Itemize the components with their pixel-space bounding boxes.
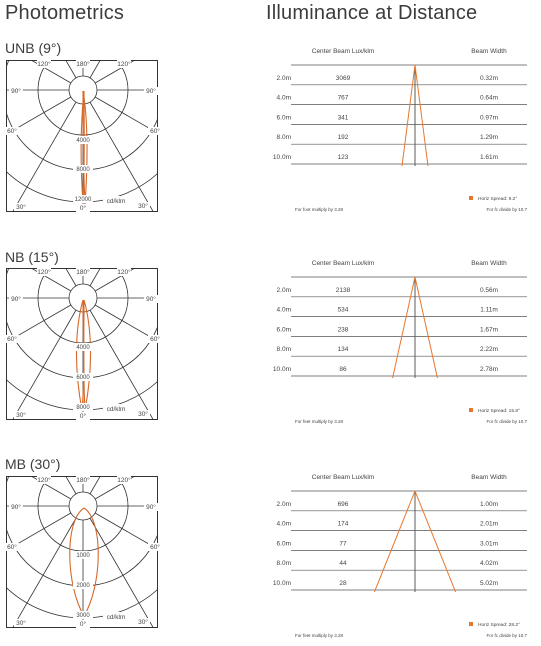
header-beam-width: Beam Width bbox=[471, 48, 507, 55]
distance-label: 6.0m bbox=[276, 114, 291, 122]
polar-ring-1 bbox=[69, 492, 97, 520]
beam-width-value: 0.97m bbox=[479, 114, 499, 122]
polar-svg bbox=[6, 476, 159, 628]
polar-spoke-4 bbox=[0, 513, 71, 636]
ring-label-2: 6000 bbox=[76, 375, 90, 381]
header-lux: Center Beam Lux/klm bbox=[311, 260, 375, 267]
label-90-left: 90° bbox=[11, 296, 21, 303]
illuminance-table-mb bbox=[265, 466, 541, 646]
polar-svg bbox=[6, 60, 159, 212]
lux-value: 238 bbox=[337, 326, 349, 334]
beam-width-value: 1.29m bbox=[479, 134, 499, 142]
beam-width-value: 0.64m bbox=[479, 94, 499, 102]
legend-swatch bbox=[469, 196, 473, 200]
lux-value: 123 bbox=[337, 154, 349, 161]
label-120-right: 120° bbox=[117, 61, 131, 68]
lux-value: 696 bbox=[337, 500, 349, 508]
note-feet: For feet multiply by 3.28 bbox=[295, 419, 344, 424]
polar-spoke-4 bbox=[0, 97, 71, 220]
legend-swatch bbox=[469, 622, 473, 626]
header-beam-width: Beam Width bbox=[471, 260, 507, 267]
note-fc: For fc divide by 10.7 bbox=[486, 207, 527, 212]
unb-title: UNB (9°) bbox=[5, 40, 62, 56]
distance-label: 8.0m bbox=[276, 560, 291, 568]
distance-label: 4.0m bbox=[276, 94, 291, 102]
distance-label: 4.0m bbox=[276, 520, 291, 528]
label-90-right: 90° bbox=[146, 296, 156, 303]
beam-width-value: 2.22m bbox=[479, 346, 499, 354]
illuminance-heading: Illuminance at Distance bbox=[266, 2, 478, 24]
unit-label: cd/klm bbox=[106, 614, 126, 621]
beam-width-value: 1.67m bbox=[479, 326, 499, 334]
distance-label: 4.0m bbox=[276, 306, 291, 314]
label-30-left: 30° bbox=[16, 412, 26, 419]
label-90-right: 90° bbox=[146, 88, 156, 95]
lux-value: 192 bbox=[337, 134, 349, 142]
beam-edge-left bbox=[402, 65, 415, 166]
beam-width-value: 1.00m bbox=[479, 500, 499, 508]
lux-value: 534 bbox=[337, 306, 349, 314]
distance-label: 10.0m bbox=[272, 154, 291, 161]
lux-value: 174 bbox=[337, 520, 349, 528]
table-svg bbox=[265, 466, 541, 646]
lux-value: 767 bbox=[337, 94, 349, 102]
label-30-right: 30° bbox=[138, 203, 148, 210]
lux-value: 77 bbox=[339, 540, 347, 548]
label-30-right: 30° bbox=[138, 619, 148, 626]
photometrics-heading: Photometrics bbox=[5, 2, 125, 24]
beam-width-value: 1.61m bbox=[479, 154, 499, 161]
label-60-right: 60° bbox=[150, 336, 160, 343]
polar-diagram-nb bbox=[6, 268, 159, 420]
ring-label-1: 4000 bbox=[76, 138, 90, 144]
beam-edge-right bbox=[415, 491, 456, 592]
beam-width-value: 4.02m bbox=[479, 560, 499, 568]
legend-horiz-spread: Horiz Spread: 28.2° bbox=[478, 623, 520, 628]
label-90-left: 90° bbox=[11, 88, 21, 95]
illuminance-table-nb bbox=[265, 252, 541, 432]
label-120-right: 120° bbox=[117, 477, 131, 484]
distance-label: 2.0m bbox=[276, 74, 291, 82]
table-svg bbox=[265, 40, 541, 220]
header-lux: Center Beam Lux/klm bbox=[311, 48, 375, 55]
label-30-left: 30° bbox=[16, 620, 26, 627]
beam-width-value: 2.78m bbox=[479, 366, 499, 373]
beam-width-value: 1.11m bbox=[480, 306, 498, 314]
distance-label: 2.0m bbox=[276, 500, 291, 508]
unit-label: cd/klm bbox=[106, 198, 126, 205]
ring-label-2: 8000 bbox=[76, 167, 90, 173]
ring-label-1: 4000 bbox=[76, 345, 90, 351]
label-180: 180° bbox=[76, 61, 90, 68]
beam-width-value: 5.02m bbox=[479, 580, 499, 587]
lux-value: 44 bbox=[339, 560, 347, 568]
note-feet: For feet multiply by 3.28 bbox=[295, 633, 344, 638]
table-svg bbox=[265, 252, 541, 432]
label-60-right: 60° bbox=[150, 128, 160, 135]
beam-width-value: 0.56m bbox=[479, 286, 499, 294]
beam-width-value: 0.32m bbox=[479, 74, 499, 82]
label-120-left: 120° bbox=[37, 61, 51, 68]
ring-label-3: 12000 bbox=[74, 197, 92, 203]
beam-edge-left bbox=[393, 277, 415, 378]
distance-label: 10.0m bbox=[272, 366, 291, 373]
illuminance-table-unb bbox=[265, 40, 541, 220]
label-30-right: 30° bbox=[138, 411, 148, 418]
label-60-left: 60° bbox=[7, 336, 17, 343]
polar-svg bbox=[6, 268, 159, 420]
label-60-right: 60° bbox=[150, 544, 160, 551]
distance-label: 8.0m bbox=[276, 134, 291, 142]
mb-title: MB (30°) bbox=[5, 456, 61, 472]
lux-value: 134 bbox=[337, 346, 349, 354]
lux-value: 3069 bbox=[335, 74, 351, 82]
beam-width-value: 3.01m bbox=[479, 540, 499, 548]
label-120-left: 120° bbox=[37, 269, 51, 276]
beam-edge-left bbox=[374, 491, 415, 592]
distance-label: 6.0m bbox=[276, 540, 291, 548]
legend-horiz-spread: Horiz Spread: 9.2° bbox=[478, 197, 518, 202]
label-180: 180° bbox=[76, 477, 90, 484]
beam-edge-right bbox=[415, 277, 437, 378]
label-90-left: 90° bbox=[11, 504, 21, 511]
legend-horiz-spread: Horiz Spread: 15.8° bbox=[478, 409, 520, 414]
distribution-curve-1 bbox=[76, 300, 83, 410]
label-120-left: 120° bbox=[37, 477, 51, 484]
ring-label-3: 8000 bbox=[76, 405, 90, 411]
lux-value: 341 bbox=[337, 114, 349, 122]
distance-label: 10.0m bbox=[272, 580, 291, 587]
ring-label-1: 1000 bbox=[76, 553, 90, 559]
note-fc: For fc divide by 10.7 bbox=[486, 419, 527, 424]
lux-value: 28 bbox=[339, 580, 347, 587]
label-90-right: 90° bbox=[146, 504, 156, 511]
label-0: 0° bbox=[79, 621, 87, 628]
beam-edge-right bbox=[415, 65, 428, 166]
unit-label: cd/klm bbox=[106, 406, 126, 413]
polar-spoke-5 bbox=[0, 518, 76, 646]
distribution-curve-1 bbox=[70, 508, 99, 616]
legend-swatch bbox=[469, 408, 473, 412]
polar-diagram-unb bbox=[6, 60, 159, 212]
note-feet: For foot multiply by 3.28 bbox=[295, 207, 344, 212]
polar-diagram-mb bbox=[6, 476, 159, 628]
lux-value: 86 bbox=[339, 366, 347, 373]
ring-label-2: 2000 bbox=[76, 583, 90, 589]
label-60-left: 60° bbox=[7, 544, 17, 551]
ring-label-3: 3000 bbox=[76, 613, 90, 619]
beam-width-value: 2.01m bbox=[479, 520, 499, 528]
label-0: 0° bbox=[79, 205, 87, 212]
label-0: 0° bbox=[79, 413, 87, 420]
label-30-left: 30° bbox=[16, 204, 26, 211]
label-120-right: 120° bbox=[117, 269, 131, 276]
distance-label: 2.0m bbox=[276, 286, 291, 294]
nb-title: NB (15°) bbox=[5, 249, 59, 265]
label-180: 180° bbox=[76, 269, 90, 276]
note-fc: For fc divide by 10.7 bbox=[486, 633, 527, 638]
polar-ring-4 bbox=[0, 0, 195, 202]
lux-value: 2138 bbox=[335, 286, 351, 294]
distance-label: 8.0m bbox=[276, 346, 291, 354]
distribution-curve-2 bbox=[84, 300, 91, 410]
polar-spoke-4 bbox=[0, 305, 71, 428]
distance-label: 6.0m bbox=[276, 326, 291, 334]
label-60-left: 60° bbox=[7, 128, 17, 135]
header-beam-width: Beam Width bbox=[471, 474, 507, 481]
header-lux: Center Beam Lux/klm bbox=[311, 474, 375, 481]
